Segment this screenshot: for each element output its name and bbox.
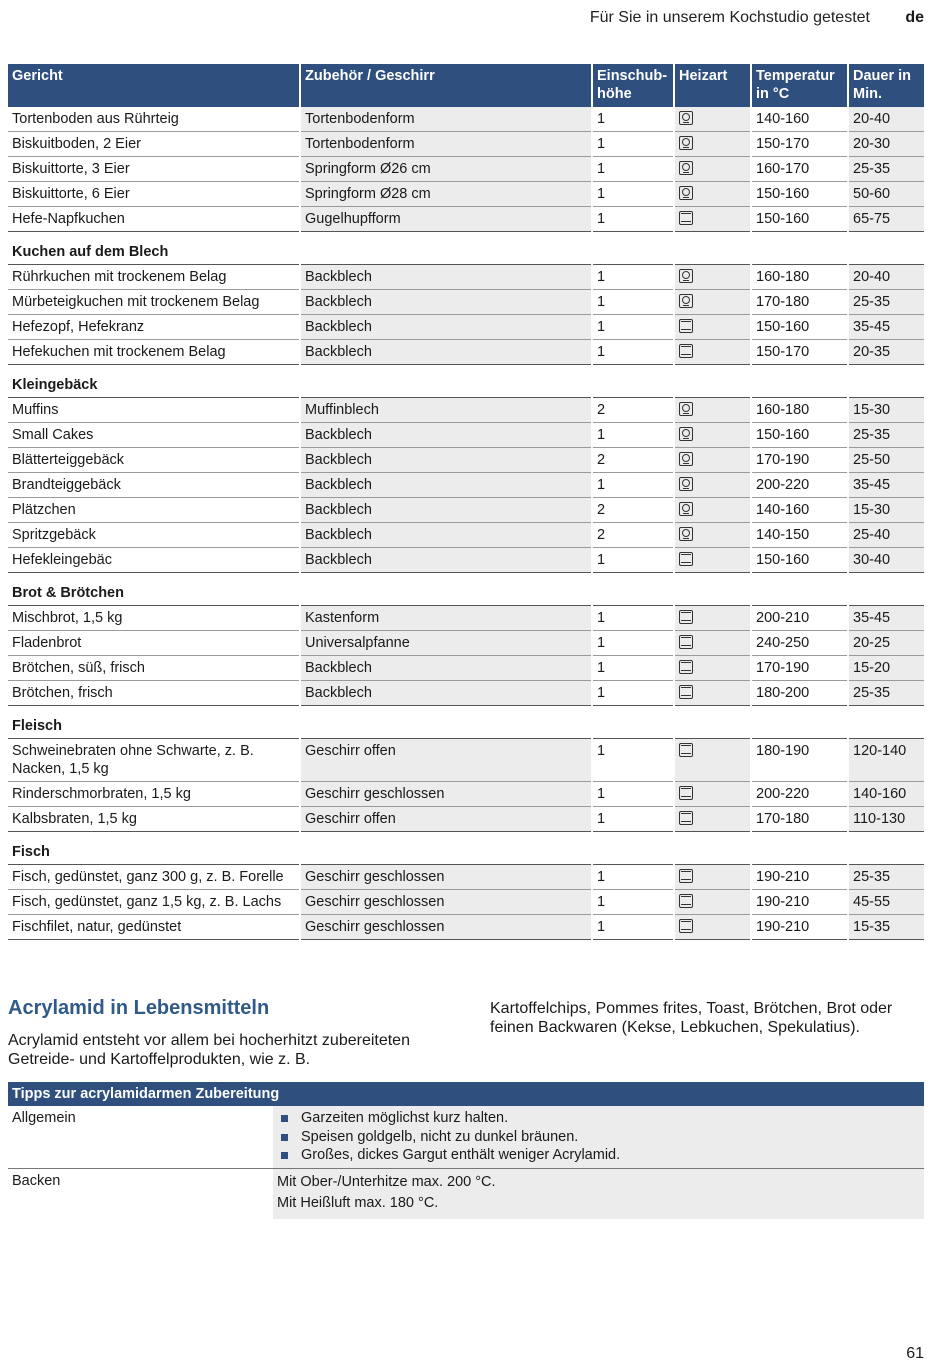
cell-heizart [674, 782, 751, 807]
cell-temperatur: 140-160 [751, 107, 848, 132]
table-row [8, 398, 924, 423]
cell-dauer: 25-40 [848, 523, 924, 548]
cell-temperatur: 240-250 [751, 631, 848, 656]
cell-heizart [674, 398, 751, 423]
square-bullet-icon [281, 1115, 288, 1122]
cell-zubehoer: Geschirr offen [300, 807, 592, 832]
cell-einschub: 1 [592, 739, 674, 782]
cell-zubehoer: Geschirr geschlossen [300, 782, 592, 807]
table-row [8, 523, 924, 548]
cell-temperatur: 140-160 [751, 498, 848, 523]
cell-dauer: 35-45 [848, 473, 924, 498]
cell-einschub: 1 [592, 807, 674, 832]
cell-zubehoer: Gugelhupfform [300, 207, 592, 232]
cell-einschub: 1 [592, 656, 674, 681]
cell-zubehoer: Backblech [300, 656, 592, 681]
cell-temperatur: 150-170 [751, 132, 848, 157]
square-bullet-icon [281, 1134, 288, 1141]
top-bottom-heat-eco-icon [679, 743, 693, 757]
cell-zubehoer: Backblech [300, 681, 592, 706]
cell-zubehoer: Springform Ø28 cm [300, 182, 592, 207]
hot-air-eco-icon [679, 136, 693, 150]
cell-dauer: 35-45 [848, 606, 924, 631]
cell-einschub: 1 [592, 265, 674, 290]
table-row [8, 107, 924, 132]
cell-zubehoer: Backblech [300, 473, 592, 498]
section-title: Brot & Brötchen [8, 573, 924, 606]
cell-einschub: 1 [592, 207, 674, 232]
hot-air-eco-icon [679, 502, 693, 516]
col-header-einschub: Einschub- höhe [592, 64, 674, 107]
section-title: Kleingebäck [8, 365, 924, 398]
cell-heizart [674, 681, 751, 706]
top-bottom-heat-eco-icon [679, 869, 693, 883]
cell-einschub: 1 [592, 681, 674, 706]
cell-temperatur: 170-190 [751, 448, 848, 473]
paragraph-right: Kartoffelchips, Pommes frites, Toast, Brötchen, Brot oder feinen Backwaren (Kekse, Lebkuchen, Spekulatius). [490, 1000, 893, 1036]
language-code: de [905, 9, 924, 26]
hot-air-eco-icon [679, 186, 693, 200]
cell-dauer: 15-30 [848, 498, 924, 523]
table-row [8, 631, 924, 656]
table-row [8, 473, 924, 498]
cell-gericht: Fladenbrot [8, 631, 300, 656]
running-head-title: Für Sie in unserem Kochstudio getestet [589, 9, 870, 26]
cell-gericht: Biskuittorte, 6 Eier [8, 182, 300, 207]
cell-gericht: Rinderschmorbraten, 1,5 kg [8, 782, 300, 807]
table-row [8, 207, 924, 232]
cell-temperatur: 150-160 [751, 548, 848, 573]
cell-einschub: 1 [592, 340, 674, 365]
section-row [8, 232, 924, 265]
cell-temperatur: 170-190 [751, 656, 848, 681]
tips-label: Allgemein [8, 1106, 273, 1168]
cell-gericht: Hefe-Napfkuchen [8, 207, 300, 232]
cell-temperatur: 160-180 [751, 265, 848, 290]
top-bottom-heat-eco-icon [679, 635, 693, 649]
tips-table [8, 1082, 924, 1219]
tips-line: Mit Ober-/Unterhitze max. 200 °C. [277, 1173, 496, 1190]
hot-air-eco-icon [679, 294, 693, 308]
cell-dauer: 140-160 [848, 782, 924, 807]
cell-heizart [674, 548, 751, 573]
cell-einschub: 1 [592, 890, 674, 915]
cell-dauer: 15-30 [848, 398, 924, 423]
list-item: Speisen goldgelb, nicht zu dunkel bräunen. [277, 1128, 920, 1147]
top-bottom-heat-eco-icon [679, 685, 693, 699]
cell-heizart [674, 340, 751, 365]
cell-gericht: Schweinebraten ohne Schwarte, z. B. Nacken, 1,5 kg [8, 739, 300, 782]
cell-gericht: Brötchen, frisch [8, 681, 300, 706]
cell-zubehoer: Backblech [300, 523, 592, 548]
cell-heizart [674, 606, 751, 631]
cell-heizart [674, 631, 751, 656]
cell-gericht: Hefekleingebäc [8, 548, 300, 573]
table-row [8, 865, 924, 890]
table-body [8, 107, 924, 940]
section-row [8, 706, 924, 739]
section-row [8, 365, 924, 398]
cell-heizart [674, 107, 751, 132]
cell-gericht: Fischfilet, natur, gedünstet [8, 915, 300, 940]
cell-dauer: 25-50 [848, 448, 924, 473]
cell-temperatur: 160-180 [751, 398, 848, 423]
cell-einschub: 1 [592, 473, 674, 498]
cell-temperatur: 200-220 [751, 473, 848, 498]
cell-einschub: 2 [592, 523, 674, 548]
table-row [8, 782, 924, 807]
section-row [8, 832, 924, 865]
cell-temperatur: 190-210 [751, 865, 848, 890]
cell-gericht: Blätterteiggebäck [8, 448, 300, 473]
table-row [8, 807, 924, 832]
cell-temperatur: 140-150 [751, 523, 848, 548]
tips-bullet-list [277, 1109, 920, 1165]
cell-heizart [674, 290, 751, 315]
table-row [8, 290, 924, 315]
cell-einschub: 1 [592, 290, 674, 315]
table-row [8, 915, 924, 940]
cell-dauer: 30-40 [848, 548, 924, 573]
table-row [8, 423, 924, 448]
hot-air-eco-icon [679, 402, 693, 416]
section-heading-acrylamid: Acrylamid in Lebensmitteln [8, 997, 270, 1019]
cell-gericht: Tortenboden aus Rührteig [8, 107, 300, 132]
cell-heizart [674, 890, 751, 915]
hot-air-eco-icon [679, 111, 693, 125]
cell-zubehoer: Backblech [300, 548, 592, 573]
cell-einschub: 1 [592, 132, 674, 157]
cell-temperatur: 190-210 [751, 915, 848, 940]
cell-temperatur: 150-160 [751, 423, 848, 448]
cell-zubehoer: Geschirr geschlossen [300, 890, 592, 915]
cell-dauer: 120-140 [848, 739, 924, 782]
cell-heizart [674, 523, 751, 548]
cell-temperatur: 150-160 [751, 207, 848, 232]
hot-air-eco-icon [679, 477, 693, 491]
table-row [8, 340, 924, 365]
cell-dauer: 20-35 [848, 340, 924, 365]
hot-air-eco-icon [679, 452, 693, 466]
cell-einschub: 2 [592, 498, 674, 523]
col-header-heizart: Heizart [674, 64, 751, 107]
cell-zubehoer: Backblech [300, 423, 592, 448]
top-bottom-heat-eco-icon [679, 894, 693, 908]
list-item: Garzeiten möglichst kurz halten. [277, 1109, 920, 1128]
square-bullet-icon [281, 1152, 288, 1159]
cell-heizart [674, 182, 751, 207]
page-number: 61 [906, 1345, 924, 1362]
table-row [8, 315, 924, 340]
cell-heizart [674, 807, 751, 832]
cell-zubehoer: Backblech [300, 265, 592, 290]
cell-dauer: 25-35 [848, 681, 924, 706]
cell-gericht: Hefezopf, Hefekranz [8, 315, 300, 340]
cell-dauer: 15-35 [848, 915, 924, 940]
running-head [0, 9, 950, 29]
cell-dauer: 25-35 [848, 157, 924, 182]
cell-gericht: Biskuitboden, 2 Eier [8, 132, 300, 157]
section-title: Kuchen auf dem Blech [8, 232, 924, 265]
baking-table [8, 64, 924, 940]
cell-temperatur: 150-170 [751, 340, 848, 365]
cell-einschub: 2 [592, 398, 674, 423]
tips-line: Mit Heißluft max. 180 °C. [277, 1195, 439, 1211]
cell-zubehoer: Backblech [300, 498, 592, 523]
cell-zubehoer: Backblech [300, 448, 592, 473]
cell-heizart [674, 207, 751, 232]
cell-heizart [674, 423, 751, 448]
cell-gericht: Kalbsbraten, 1,5 kg [8, 807, 300, 832]
table-row [8, 498, 924, 523]
cell-gericht: Muffins [8, 398, 300, 423]
top-bottom-heat-eco-icon [679, 319, 693, 333]
cell-gericht: Mürbeteigkuchen mit trockenem Belag [8, 290, 300, 315]
cell-zubehoer: Springform Ø26 cm [300, 157, 592, 182]
cell-dauer: 25-35 [848, 865, 924, 890]
cell-gericht: Spritzgebäck [8, 523, 300, 548]
cell-heizart [674, 157, 751, 182]
cell-dauer: 25-35 [848, 290, 924, 315]
cell-einschub: 1 [592, 157, 674, 182]
cell-temperatur: 200-210 [751, 606, 848, 631]
cell-dauer: 20-30 [848, 132, 924, 157]
cell-einschub: 2 [592, 448, 674, 473]
top-bottom-heat-eco-icon [679, 919, 693, 933]
table-row [8, 157, 924, 182]
cell-einschub: 1 [592, 548, 674, 573]
top-bottom-heat-eco-icon [679, 811, 693, 825]
top-bottom-heat-eco-icon [679, 211, 693, 225]
table-row [8, 548, 924, 573]
cell-dauer: 65-75 [848, 207, 924, 232]
cell-dauer: 20-40 [848, 265, 924, 290]
cell-einschub: 1 [592, 631, 674, 656]
cell-zubehoer: Tortenbodenform [300, 132, 592, 157]
top-bottom-heat-eco-icon [679, 344, 693, 358]
cell-heizart [674, 448, 751, 473]
cell-zubehoer: Backblech [300, 290, 592, 315]
list-item: Großes, dickes Gargut enthält weniger Acrylamid. [277, 1146, 920, 1165]
table-row [8, 448, 924, 473]
tips-row-backen [8, 1168, 924, 1219]
table-row [8, 606, 924, 631]
table-row [8, 132, 924, 157]
cell-dauer: 35-45 [848, 315, 924, 340]
cell-gericht: Rührkuchen mit trockenem Belag [8, 265, 300, 290]
cell-einschub: 1 [592, 107, 674, 132]
cell-zubehoer: Geschirr geschlossen [300, 865, 592, 890]
cell-heizart [674, 656, 751, 681]
cell-temperatur: 180-200 [751, 681, 848, 706]
tips-row-allgemein [8, 1106, 924, 1168]
cell-gericht: Biskuittorte, 3 Eier [8, 157, 300, 182]
cell-temperatur: 150-160 [751, 182, 848, 207]
cell-gericht: Brötchen, süß, frisch [8, 656, 300, 681]
top-bottom-heat-eco-icon [679, 552, 693, 566]
cell-temperatur: 180-190 [751, 739, 848, 782]
cell-heizart [674, 473, 751, 498]
table-row [8, 656, 924, 681]
cell-heizart [674, 739, 751, 782]
cell-heizart [674, 315, 751, 340]
section-title: Fisch [8, 832, 924, 865]
cell-zubehoer: Muffinblech [300, 398, 592, 423]
hot-air-eco-icon [679, 161, 693, 175]
cell-einschub: 1 [592, 865, 674, 890]
table-row [8, 182, 924, 207]
cell-heizart [674, 265, 751, 290]
cell-einschub: 1 [592, 915, 674, 940]
cell-einschub: 1 [592, 315, 674, 340]
cell-zubehoer: Geschirr offen [300, 739, 592, 782]
section-title: Fleisch [8, 706, 924, 739]
cell-temperatur: 200-220 [751, 782, 848, 807]
cell-dauer: 50-60 [848, 182, 924, 207]
cell-gericht: Fisch, gedünstet, ganz 300 g, z. B. Forelle [8, 865, 300, 890]
cell-einschub: 1 [592, 182, 674, 207]
cell-gericht: Fisch, gedünstet, ganz 1,5 kg, z. B. Lachs [8, 890, 300, 915]
cell-zubehoer: Tortenbodenform [300, 107, 592, 132]
cell-zubehoer: Geschirr geschlossen [300, 915, 592, 940]
cell-heizart [674, 915, 751, 940]
cell-temperatur: 190-210 [751, 890, 848, 915]
cell-einschub: 1 [592, 782, 674, 807]
cell-zubehoer: Kastenform [300, 606, 592, 631]
tips-label: Backen [12, 1172, 61, 1189]
top-bottom-heat-eco-icon [679, 610, 693, 624]
table-header-row [8, 64, 924, 107]
paragraph-left: Acrylamid entsteht vor allem bei hocherhitzt zubereiteten Getreide- und Kartoffelprodukten, wie z. B. [8, 1032, 410, 1068]
cell-heizart [674, 498, 751, 523]
col-header-zubehoer: Zubehör / Geschirr [300, 64, 592, 107]
cell-zubehoer: Backblech [300, 340, 592, 365]
cell-dauer: 110-130 [848, 807, 924, 832]
cell-dauer: 20-40 [848, 107, 924, 132]
col-header-dauer: Dauer in Min. [848, 64, 924, 107]
table-row [8, 739, 924, 782]
cell-dauer: 20-25 [848, 631, 924, 656]
cell-temperatur: 150-160 [751, 315, 848, 340]
section-row [8, 573, 924, 606]
cell-einschub: 1 [592, 606, 674, 631]
cell-gericht: Mischbrot, 1,5 kg [8, 606, 300, 631]
cell-zubehoer: Universalpfanne [300, 631, 592, 656]
cell-temperatur: 160-170 [751, 157, 848, 182]
cell-temperatur: 170-180 [751, 807, 848, 832]
table-row [8, 681, 924, 706]
cell-zubehoer: Backblech [300, 315, 592, 340]
cell-einschub: 1 [592, 423, 674, 448]
cell-gericht: Plätzchen [8, 498, 300, 523]
cell-heizart [674, 132, 751, 157]
cell-gericht: Small Cakes [8, 423, 300, 448]
cell-dauer: 15-20 [848, 656, 924, 681]
top-bottom-heat-eco-icon [679, 660, 693, 674]
cell-dauer: 25-35 [848, 423, 924, 448]
hot-air-eco-icon [679, 269, 693, 283]
cell-gericht: Brandteiggebäck [8, 473, 300, 498]
col-header-temperatur: Temperatur in °C [751, 64, 848, 107]
tips-header: Tipps zur acrylamidarmen Zubereitung [8, 1082, 924, 1106]
hot-air-eco-icon [679, 527, 693, 541]
top-bottom-heat-eco-icon [679, 786, 693, 800]
cell-heizart [674, 865, 751, 890]
cell-temperatur: 170-180 [751, 290, 848, 315]
cell-gericht: Hefekuchen mit trockenem Belag [8, 340, 300, 365]
col-header-gericht: Gericht [8, 64, 300, 107]
hot-air-eco-icon [679, 427, 693, 441]
table-row [8, 265, 924, 290]
table-row [8, 890, 924, 915]
cell-dauer: 45-55 [848, 890, 924, 915]
